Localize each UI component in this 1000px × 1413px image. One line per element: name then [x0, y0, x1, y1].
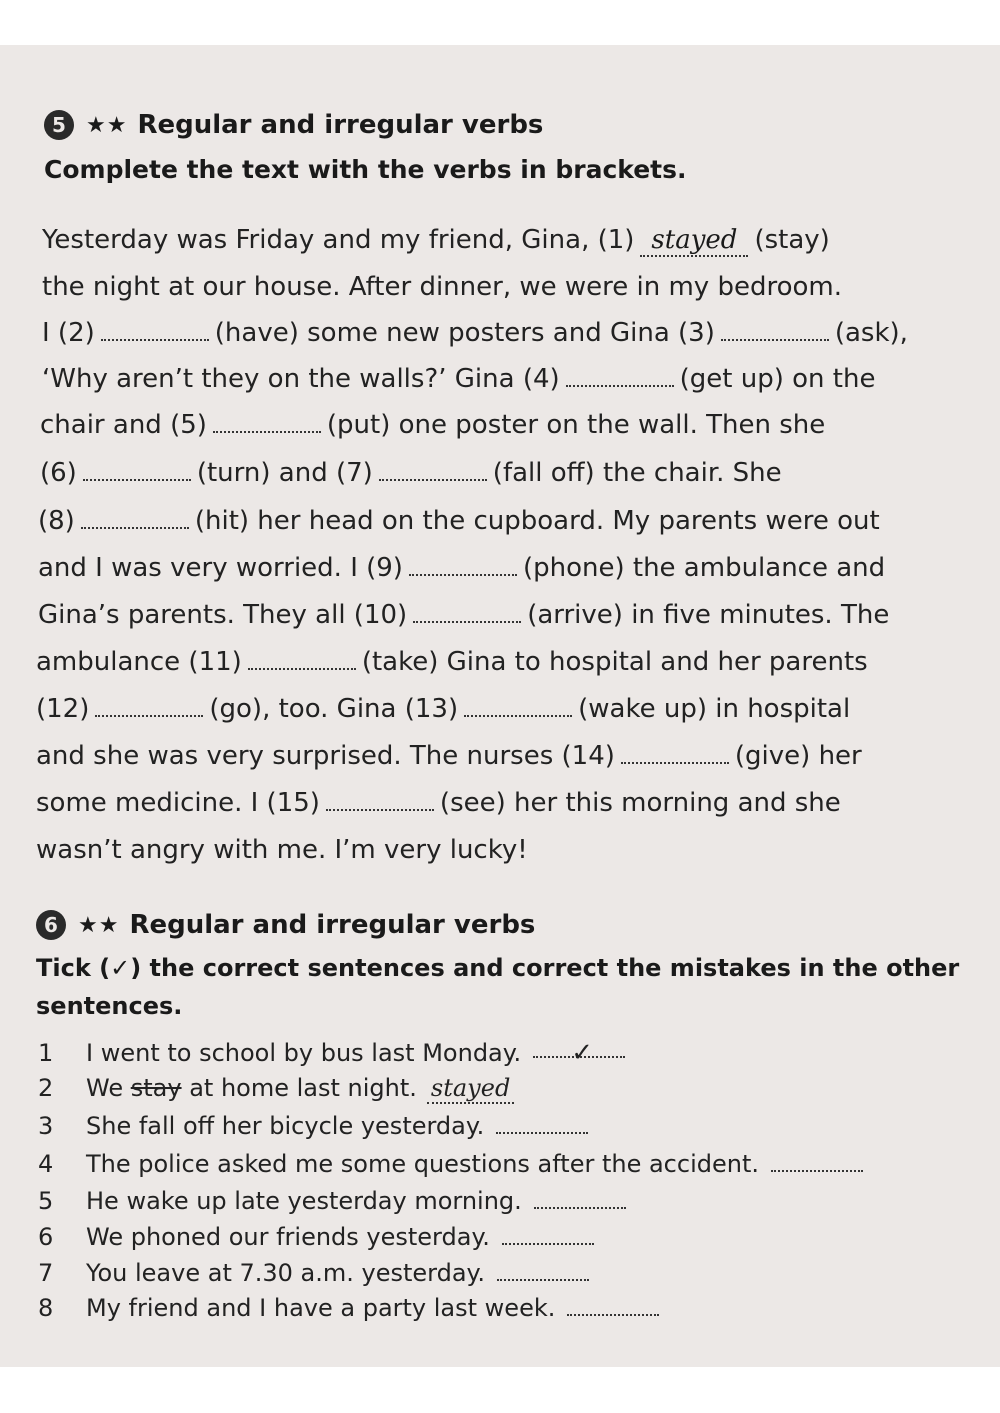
- answer-1: stayed: [640, 225, 748, 257]
- sentence-item: 5 He wake up late yesterday morning.: [38, 1187, 626, 1215]
- answer-blank-4[interactable]: [566, 365, 674, 387]
- text-line: (8) (hit) her head on the cupboard. My parents were out: [38, 506, 880, 536]
- answer-blank-15[interactable]: [326, 789, 434, 811]
- answer-blank[interactable]: [771, 1152, 863, 1172]
- text-line: wasn’t angry with me. I’m very lucky!: [36, 835, 528, 865]
- exercise-instruction-cont: sentences.: [36, 992, 183, 1020]
- text-line: Gina’s parents. They all (10) (arrive) in five minutes. The: [38, 600, 890, 630]
- answer-blank[interactable]: [496, 1114, 588, 1134]
- difficulty-stars: ★★: [78, 912, 120, 938]
- text-line: Yesterday was Friday and my friend, Gina, (1) stayed (stay): [42, 225, 830, 255]
- answer-blank-6[interactable]: [83, 459, 191, 481]
- exercise-5-heading: [44, 110, 543, 140]
- exercise-instruction: Tick (✓) the correct sentences and correct the mistakes in the other: [36, 954, 960, 982]
- tick-mark-icon: ✓: [571, 1038, 594, 1068]
- answer-blank[interactable]: [567, 1296, 659, 1316]
- exercise-title: Regular and irregular verbs: [137, 110, 544, 140]
- answer-blank-12[interactable]: [95, 695, 203, 717]
- sentence-item: 8 My friend and I have a party last week.: [38, 1294, 659, 1322]
- sentence-item: 7 You leave at 7.30 a.m. yesterday.: [38, 1259, 589, 1287]
- exercise-6-heading: [36, 910, 535, 940]
- tick-answer[interactable]: [533, 1038, 625, 1068]
- text-line: (12) (go), too. Gina (13) (wake up) in hospital: [36, 694, 851, 724]
- text-line: (6) (turn) and (7) (fall off) the chair. She: [40, 458, 782, 488]
- answer-blank-10[interactable]: [413, 601, 521, 623]
- answer-blank-13[interactable]: [464, 695, 572, 717]
- sentence-item: 4 The police asked me some questions after the accident.: [38, 1150, 863, 1178]
- answer-blank[interactable]: [534, 1189, 626, 1209]
- exercise-instruction: Complete the text with the verbs in brackets.: [44, 155, 687, 184]
- exercise-title: Regular and irregular verbs: [129, 910, 536, 940]
- answer-blank-7[interactable]: [379, 459, 487, 481]
- sentence-item: 3 She fall off her bicycle yesterday.: [38, 1112, 588, 1140]
- exercise-number-badge: 5: [44, 110, 74, 140]
- answer-blank-2[interactable]: [101, 319, 209, 341]
- text-line: the night at our house. After dinner, we were in my bedroom.: [42, 272, 842, 302]
- text-line: ambulance (11) (take) Gina to hospital and her parents: [36, 647, 868, 677]
- crossed-out-word: stay: [130, 1074, 182, 1102]
- sentence-item: 1 I went to school by bus last Monday. ✓: [38, 1038, 625, 1067]
- text-line: some medicine. I (15) (see) her this morning and she: [36, 788, 841, 818]
- answer-blank-14[interactable]: [621, 742, 729, 764]
- answer-blank-9[interactable]: [409, 554, 517, 576]
- text-line: and I was very worried. I (9) (phone) the ambulance and: [38, 553, 886, 583]
- answer-blank-5[interactable]: [213, 411, 321, 433]
- answer-blank[interactable]: [502, 1225, 594, 1245]
- difficulty-stars: ★★: [86, 112, 128, 138]
- correction-answer: stayed: [427, 1074, 514, 1104]
- text-line: chair and (5) (put) one poster on the wall. Then she: [40, 410, 826, 440]
- sentence-item: 6 We phoned our friends yesterday.: [38, 1223, 594, 1251]
- answer-blank[interactable]: [497, 1261, 589, 1281]
- answer-blank-11[interactable]: [248, 648, 356, 670]
- text-line: I (2) (have) some new posters and Gina (3) (ask),: [42, 318, 908, 348]
- text-line: ‘Why aren’t they on the walls?’ Gina (4) (get up) on the: [42, 364, 876, 394]
- answer-blank-3[interactable]: [721, 319, 829, 341]
- answer-blank-8[interactable]: [81, 507, 189, 529]
- exercise-number-badge: 6: [36, 910, 66, 940]
- text-line: and she was very surprised. The nurses (14) (give) her: [36, 741, 862, 771]
- sentence-item: 2 We stay at home last night. stayed: [38, 1074, 514, 1104]
